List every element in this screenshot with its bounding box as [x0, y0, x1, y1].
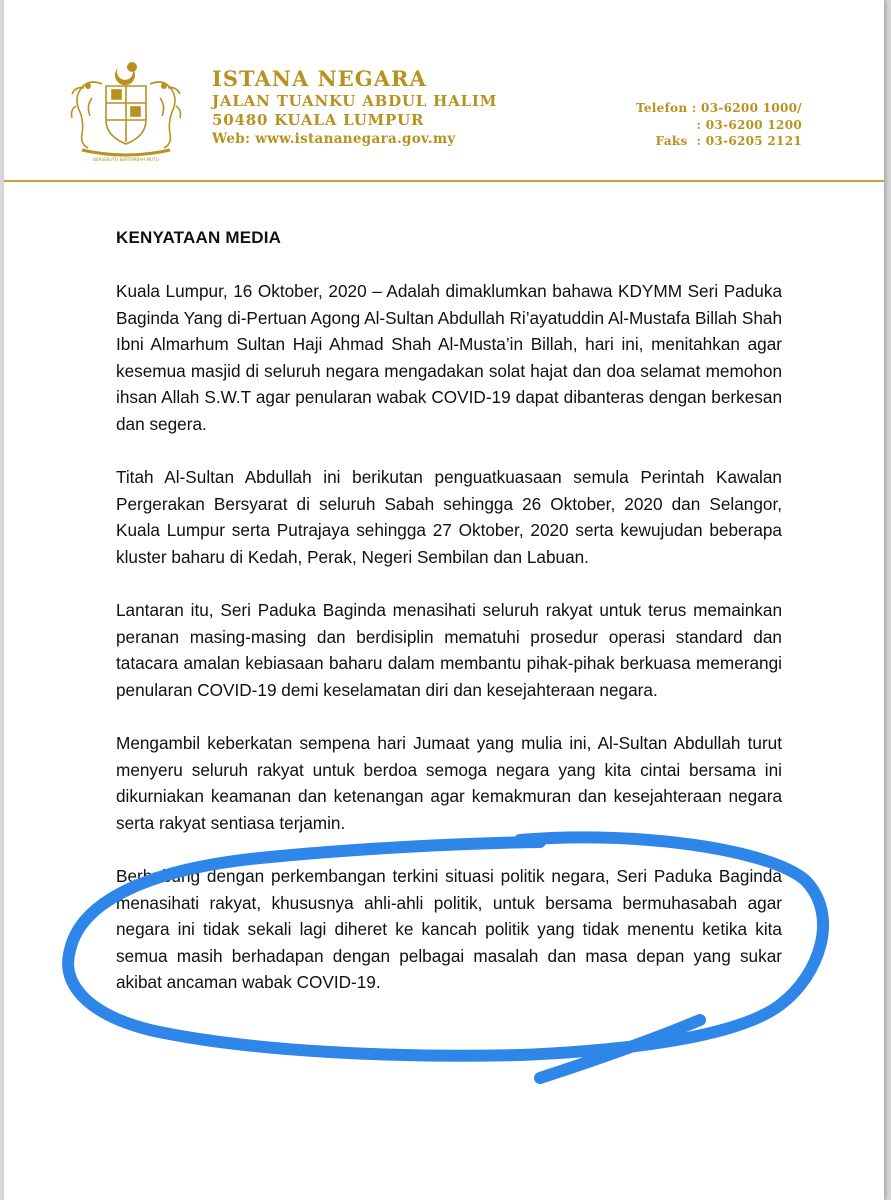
letterhead — [212, 66, 497, 149]
document-page — [4, 0, 884, 1200]
crest-motto: BERSEKUTU BERTAMBAH MUTU — [93, 157, 159, 162]
contact-numbers: Telefon : 03-6200 1000/ : 03-6200 1200 Faks : 03-6205 2121 — [636, 101, 802, 148]
institution-name: ISTANA NEGARA — [212, 66, 427, 91]
paragraph-2: Titah Al-Sultan Abdullah ini berikutan penguatkuasaan semula Perintah Kawalan Pergerakan Bersyarat di seluruh Sabah sehingga 26 Oktober, 2020 dan Selangor, Kuala Lumpur serta Putrajaya sehingga 27 Oktober, 2020 serta kewujudan beberapa kluster baharu di Kedah, Perak, Negeri Sembilan dan Labuan. — [116, 467, 782, 567]
royal-coat-of-arms-icon — [62, 58, 190, 164]
paragraph-3: Lantaran itu, Seri Paduka Baginda menasihati seluruh rakyat untuk terus memainkan peranan masing-masing dan berdisiplin mematuhi prosedur operasi standard dan tatacara amalan kebiasaan baharu dalam membantu pihak-pihak berkuasa memerangi penularan COVID-19 demi keselamatan diri dan kesejahteraan negara. — [116, 600, 782, 700]
document-body — [116, 278, 782, 1023]
address-line-1: JALAN TUANKU ABDUL HALIM — [212, 92, 498, 110]
address-line-2: 50480 KUALA LUMPUR — [212, 111, 425, 129]
document-heading: KENYATAAN MEDIA — [116, 228, 282, 247]
website: Web: www.istananegara.gov.my — [212, 131, 456, 147]
paragraph-1: Kuala Lumpur, 16 Oktober, 2020 – Adalah dimaklumkan bahawa KDYMM Seri Paduka Baginda Yang di-Pertuan Agong Al-Sultan Abdullah Ri’ayatuddin Al-Mustafa Billah Shah Ibni Almarhum Sultan Haji Ahmad Shah Al-Musta’in Billah, hari ini, menitahkan agar kesemua masjid di seluruh negara mengadakan solat hajat dan doa selamat memohon ihsan Allah S.W.T agar penularan wabak COVID-19 dapat dibanteras dengan berkesan dan segera. — [116, 281, 782, 434]
paragraph-4: Mengambil keberkatan sempena hari Jumaat yang mulia ini, Al-Sultan Abdullah turut menyeru seluruh rakyat untuk berdoa semoga negara yang kita cintai bersama ini dikurniakan keamanan dan ketenangan agar kemakmuran dan kesejahteraan negara serta rakyat sentiasa terjamin. — [116, 733, 782, 833]
paragraph-5: Berhubung dengan perkembangan terkini situasi politik negara, Seri Paduka Baginda menasihati rakyat, khususnya ahli-ahli politik, untuk bersama bermuhasabah agar negara ini tidak sekali lagi diheret ke kancah politik yang tidak menentu ketika kita semua masih berhadapan dengan pelbagai masalah dan masa depan yang sukar akibat ancaman wabak COVID-19. — [116, 866, 782, 992]
letterhead-divider — [4, 180, 884, 182]
